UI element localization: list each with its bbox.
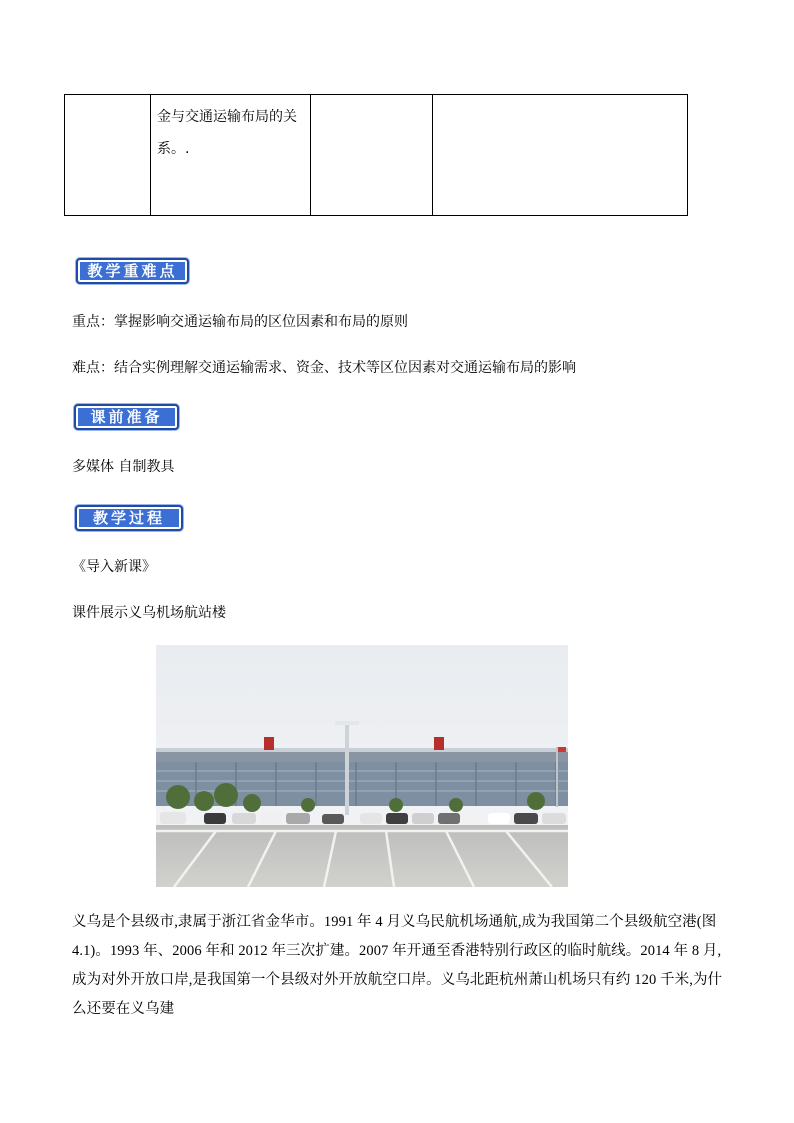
key-point-text: 重点：掌握影响交通运输布局的区位因素和布局的原则	[72, 314, 408, 330]
airport-terminal-photo	[156, 645, 568, 887]
table-cell-text: 金与交通运输布局的关系。.	[157, 109, 297, 157]
table-divider	[150, 95, 151, 215]
table-divider	[310, 95, 311, 215]
intro-heading-text: 《导入新课》	[72, 559, 156, 575]
section-heading-key-difficult: 教学重难点	[76, 258, 189, 284]
body-paragraph: 义乌是个县级市,隶属于浙江省金华市。1991 年 4 月义乌民航机场通航,成为我国第二个县级航空港(图 4.1)。1993 年、2006 年和 2012 年三次扩建。2007 年开通至香港特别行政区的临时航线。2014 年 8 月,成为对外开放口岸,是我国第一个县级对外开放航空口岸。义乌北距杭州萧山机场只有约 120 千米,为什么还要在义乌建	[72, 914, 723, 1017]
difficult-point-text: 难点：结合实例理解交通运输需求、资金、技术等区位因素对交通运输布局的影响	[72, 360, 576, 376]
prep-items-text: 多媒体 自制教具	[72, 459, 175, 475]
section-heading-prep: 课前准备	[74, 404, 179, 430]
lesson-table-fragment	[64, 94, 688, 216]
section-heading-process: 教学过程	[75, 505, 183, 531]
table-divider	[432, 95, 433, 215]
show-caption-text: 课件展示义乌机场航站楼	[72, 605, 226, 621]
